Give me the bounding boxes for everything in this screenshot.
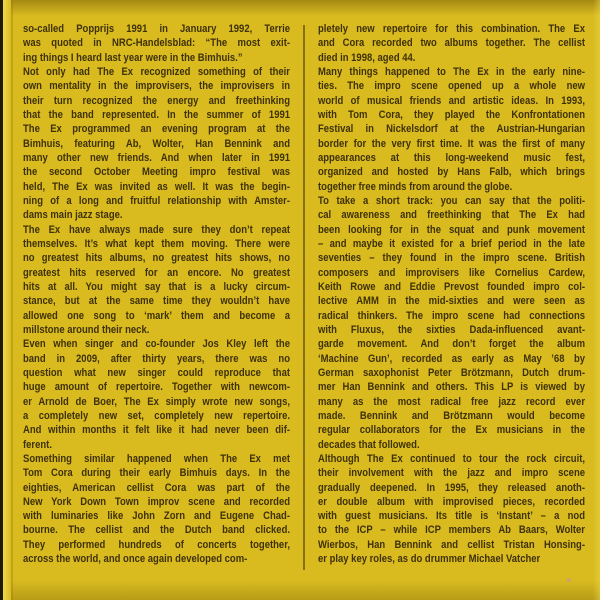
text-line: garde movement. And don’t forget the album: [318, 338, 586, 351]
text-line: Bimhuis, featuring Ab, Wolter, Han Bennink and: [23, 137, 291, 150]
text-line: bourne. The cellist and the Dutch band clicked.: [23, 524, 291, 537]
text-line: regular collaborators for the Ex musicians in the: [318, 424, 586, 437]
text-line: German saxophonist Peter Brötzmann, Dutch drum-: [318, 366, 586, 379]
text-line: appearances at this long-weekend music fest,: [318, 151, 586, 164]
left-column: [23, 22, 290, 566]
text-line: The Ex programmed an evening program at the: [23, 123, 291, 136]
text-line: hits at all. You might say that is a lucky circum-: [23, 280, 291, 293]
text-line: with guest musicians. Its title is ‘Instant’ – a nod: [318, 510, 586, 523]
text-line: Although The Ex continued to tour the rock circuit,: [318, 452, 586, 465]
text-line: er play key roles, as do drummer Michael Vatcher: [318, 553, 541, 566]
text-line: band in 2009, after thirty years, there was no: [23, 352, 291, 365]
page-right-edge: [593, 0, 600, 600]
text-line: – and maybe it existed for a brief period in the late: [318, 237, 586, 250]
text-line: Festival in Nickelsdorf at the Austrian-Hungarian: [318, 123, 586, 136]
text-line: own mentality in the improvisers, the improvisers in: [23, 80, 291, 93]
column-divider: [303, 25, 305, 570]
text-line: the second October Meeting impro festival was: [23, 166, 291, 179]
text-line: They performed hundreds of concerts together,: [23, 538, 291, 551]
text-line: themselves. It’s what kept them moving. There were: [23, 237, 291, 250]
text-line: To take a short track: you can say that the politi-: [318, 194, 586, 207]
text-line: held, The Ex was invited as well. It was the begin-: [23, 180, 291, 193]
text-line: with Fluxus, the sixties Dada-influenced avant-: [318, 323, 586, 336]
text-line: pletely new repertoire for this combination. The Ex: [318, 23, 586, 35]
text-line: Wierbos, Han Bennink and cellist Tristan Honsing-: [318, 538, 586, 551]
page-bottom-shadow: [0, 580, 600, 600]
spine-highlight: [3, 0, 11, 600]
text-line: gradually deepened. In 1995, they released anoth-: [318, 481, 586, 494]
text-line: Even when singer and co-founder Jos Kley left the: [23, 338, 291, 351]
text-line: New York Down Town improv scene and recorded: [23, 495, 291, 508]
text-line: Not only had The Ex recognized something of their: [23, 65, 291, 78]
text-line: across the world, and once again developed com-: [23, 553, 248, 566]
text-line: many as the most radical free jazz record ever: [318, 395, 586, 408]
text-line: question what new singer could reproduce that: [23, 366, 291, 379]
text-line: organized and hosted by Hans Falb, which brings: [318, 166, 586, 179]
text-line: Keith Rowe and Eddie Prevost founded impro col-: [318, 280, 586, 293]
text-line: er double album with improvised pieces, recorded: [318, 495, 586, 508]
text-line: allowed one song to ‘mark’ them and become a: [23, 309, 291, 322]
text-line: ferent.: [23, 438, 52, 451]
text-line: ‘Machine Gun’, recorded as early as May ’68 by: [318, 352, 586, 365]
text-line: radical thinkers. The impro scene had connections: [318, 309, 586, 322]
text-line: many other new friends. And when later in 1991: [23, 151, 291, 164]
text-line: Tom Cora during their early Bimhuis days. In the: [23, 467, 291, 480]
text-line: world of musical friends and artistic ideas. In 1993,: [318, 94, 586, 107]
spine-crease-line: [11, 0, 13, 600]
right-column: [318, 22, 585, 566]
text-line: er Arnold de Boer, The Ex simply wrote new songs,: [23, 395, 291, 408]
text-line: cal awareness and freethinking that The Ex had: [318, 209, 586, 222]
text-line: with Tom Cora, they played the Konfrontationen: [318, 108, 586, 121]
scan-speck: [567, 578, 571, 582]
text-line: eighties, American cellist Cora was part of the: [23, 481, 291, 494]
text-line: together free minds from around the globe.: [318, 180, 513, 193]
text-line: seventies – they found in the impro scene. British: [318, 252, 586, 265]
text-line: died in 1998, aged 44.: [318, 51, 416, 64]
text-line: The Ex have always made sure they don’t repeat: [23, 223, 291, 236]
text-line: their involvement with the jazz and impro scene: [318, 467, 586, 480]
text-line: Something similar happened when The Ex met: [23, 452, 291, 465]
text-line: a completely new set, completely new repertoire.: [23, 409, 291, 422]
text-line: greatest hits reserved for an encore. No greatest: [23, 266, 291, 279]
text-line: border for the very first time. It was the first of many: [318, 137, 586, 150]
text-line: millstone around their neck.: [23, 323, 150, 336]
text-line: composers and improvisers like Cornelius Cardew,: [318, 266, 586, 279]
text-line: was quoted in NRC-Handelsblad: “The most exit-: [23, 37, 291, 50]
text-line: ning of a long and fruitful relationship with Amster-: [23, 194, 291, 207]
text-line: ing things I heard last year were in the Bimhuis.”: [23, 51, 243, 64]
text-line: dams main jazz stage.: [23, 209, 123, 222]
text-line: that the band represented. In the summer of 1991: [23, 108, 291, 121]
text-line: decades that followed.: [318, 438, 420, 451]
text-line: mer Han Bennink and others. This LP is viewed by: [318, 381, 586, 394]
text-line: stance, but at the same time they wouldn’t have: [23, 295, 291, 308]
text-line: ties. The impro scene opened up a whole new: [318, 80, 586, 93]
text-line: and Cora recorded two albums together. The cellist: [318, 37, 586, 50]
text-line: no greatest hits albums, no greatest hits shows, no: [23, 252, 291, 265]
text-line: their turn recognized the energy and freethinking: [23, 94, 291, 107]
text-line: And within months it felt like it had never been dif-: [23, 424, 291, 437]
text-line: so-called Popprijs 1991 in January 1992, Terrie: [23, 23, 291, 35]
text-line: Many things happened to The Ex in the early nine-: [318, 65, 586, 78]
text-line: been looking for in the squat and punk movement: [318, 223, 586, 236]
text-line: lective AMM in the mid-sixties and were seen as: [318, 295, 586, 308]
text-line: huge amount of repertoire. Together with newcom-: [23, 381, 291, 394]
page-top-shadow: [0, 0, 600, 16]
text-line: made. Bennink and Brötzmann would become: [318, 409, 586, 422]
text-line: to the ICP – while ICP members Ab Baars, Wolter: [318, 524, 586, 537]
text-line: with luminaries like John Zorn and Eugene Chad-: [23, 510, 291, 523]
